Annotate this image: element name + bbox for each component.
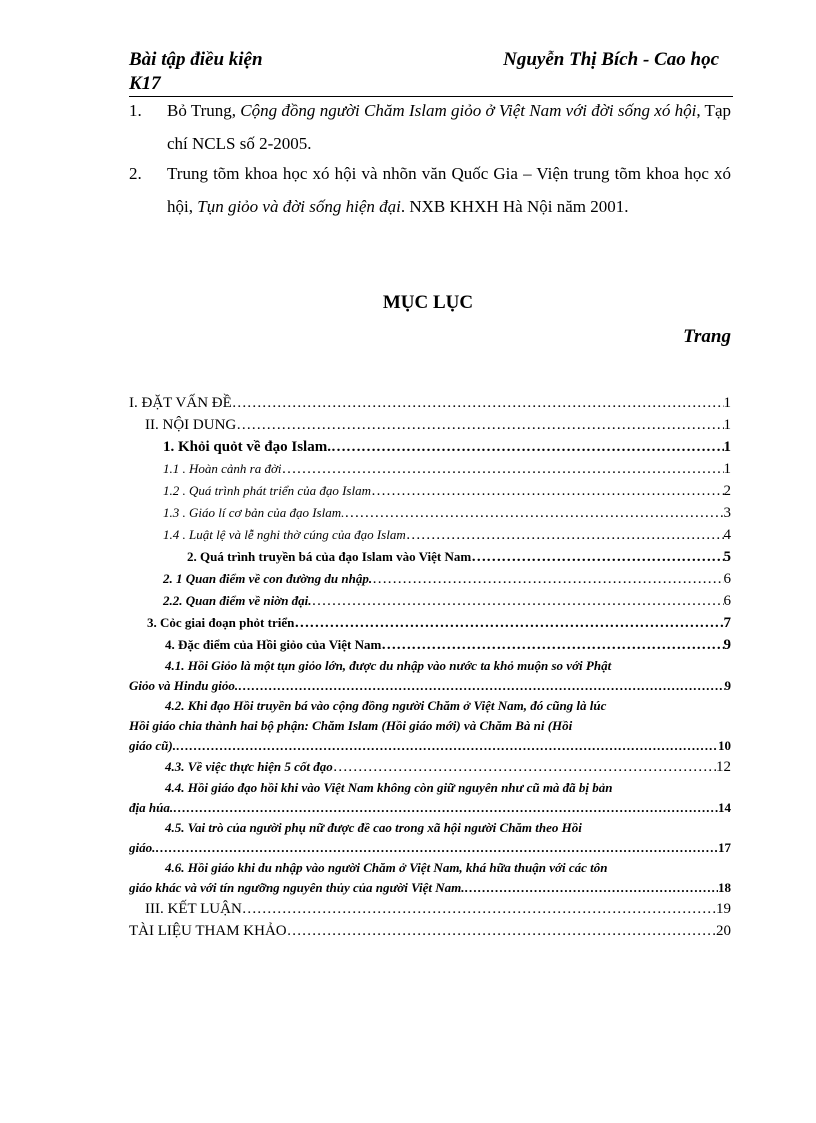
toc-leader [294, 612, 723, 634]
toc-leader [471, 546, 723, 568]
toc-title: MỤC LỤC [382, 292, 474, 313]
toc-leader [236, 414, 723, 436]
toc-entry-page: 1 [723, 461, 731, 477]
toc-entry-label: 4. Đặc điểm của Hồi giỏo của Việt Nam [165, 637, 382, 652]
header-course-cont: K17 [129, 73, 161, 94]
toc-entry-label: 1.4 . Luật lệ và lễ nghi thờ cúng của đạo Islam [163, 527, 406, 542]
toc-leader [406, 524, 724, 546]
toc-entry-page: 18 [718, 880, 731, 895]
toc-entry-page: 1 [723, 395, 731, 411]
header-author: Nguyễn Thị Bích - Cao học [503, 49, 719, 70]
toc-entry-label-cont: giáo. [129, 840, 156, 855]
reference-rest: . NXB KHXH Hà Nội năm 2001. [400, 197, 629, 216]
toc-entry[interactable] [129, 414, 731, 436]
toc-entry-label-cont: địa húa. [129, 800, 174, 815]
toc-entry-label: 4.2. Khi đạo Hồi truyền bá vào cộng đồng người Chăm ở Việt Nam, đó cũng là lúc [165, 698, 607, 713]
toc-entry[interactable] [129, 590, 731, 612]
toc-entry-page: 14 [718, 800, 731, 815]
toc-entry[interactable] [129, 920, 731, 942]
toc-entry[interactable] [129, 612, 731, 634]
reference-author: Trung tõm khoa học xó hội và nhõn văn Quốc Gia – Viện trung tõm khoa học xó hội, [167, 164, 731, 216]
reference-title: Tụn giỏo và đời sống hiện đại [197, 197, 401, 216]
toc-entry-label-cont: giáo cũ). [129, 738, 176, 753]
reference-number: 1. [129, 101, 142, 120]
toc-entry-page: 10 [718, 738, 731, 753]
toc-entry-page: 20 [716, 923, 731, 939]
toc-entry[interactable] [129, 696, 731, 756]
toc-entry-page: 3 [723, 505, 731, 521]
toc-entry-page: 4 [723, 527, 731, 543]
toc-entry[interactable] [129, 778, 731, 818]
toc-leader [333, 756, 716, 778]
toc-entry-label: 1. Khỏi quỏt về đạo Islam. [163, 439, 331, 455]
toc-entry[interactable] [129, 524, 731, 546]
toc-entry-label: 1.2 . Quá trình phát triển của đạo Islam [163, 483, 371, 498]
toc-entry-page: 7 [723, 615, 731, 631]
toc-entry-label-cont: Giỏo và Hindu giỏo. [129, 678, 239, 693]
toc-leader [173, 798, 718, 818]
toc-leader [381, 634, 723, 656]
toc-entry[interactable] [129, 858, 731, 898]
toc-entry-label: 4.4. Hồi giáo đạo hồi khi vào Việt Nam không còn giữ nguyên như cũ mà đã bị bản [165, 780, 613, 795]
toc-entry-page: 2 [723, 483, 731, 499]
toc-leader [176, 736, 718, 756]
toc-entry[interactable] [129, 818, 731, 858]
toc-entry-page: 9 [723, 637, 731, 653]
toc-entry-label: 2. Quá trình truyền bá của đạo Islam vào Việt Nam [187, 549, 472, 564]
toc-leader [287, 920, 716, 942]
toc-entry[interactable] [129, 436, 731, 458]
toc-entry-page: 6 [723, 593, 731, 609]
toc-leader [331, 436, 724, 458]
toc-leader [282, 458, 724, 480]
toc-entry[interactable] [129, 656, 731, 696]
header-course: Bài tập điều kiện [129, 49, 263, 70]
toc-entry[interactable] [129, 634, 731, 656]
toc-entry-page: 9 [724, 678, 731, 693]
toc-entry[interactable] [129, 392, 731, 414]
toc-entry-label: TÀI LIỆU THAM KHẢO [129, 923, 287, 939]
toc-entry-page: 12 [716, 759, 731, 775]
toc-entry-label: 1.1 . Hoàn cảnh ra đời [163, 461, 282, 476]
toc-entry-page: 1 [723, 439, 731, 455]
toc-entry-label-cont: Hồi giáo chia thành hai bộ phận: Chăm Islam (Hồi giáo mới) và Chăm Bà ni (Hồi [129, 718, 573, 733]
toc-entry-label: 2.2. Quan điểm về niờn đại. [163, 593, 312, 608]
toc-entry-page: 17 [718, 840, 731, 855]
toc-entry-page: 1 [723, 417, 731, 433]
toc-entry[interactable] [129, 458, 731, 480]
toc-entry-page: 19 [716, 901, 731, 917]
toc-leader [312, 590, 724, 612]
toc-entry[interactable] [129, 502, 731, 524]
toc-leader [238, 676, 724, 696]
toc-entry-label: 4.5. Vai trò của người phụ nữ được đề cao trong xã hội người Chăm theo Hồi [165, 820, 582, 835]
toc-leader [155, 838, 718, 858]
toc-entry[interactable] [129, 568, 731, 590]
toc-entry-label-cont: giáo khác và với tín ngưỡng nguyên thủy của người Việt Nam. [129, 880, 465, 895]
toc-entry-label: 1.3 . Giáo lí cơ bản của đạo Islam. [163, 505, 345, 520]
toc-entry-label: II. NỘI DUNG [145, 417, 237, 433]
toc-entry-label: 4.6. Hồi giáo khi du nhập vào người Chăm ở Việt Nam, khá hữa thuận với các tôn [165, 860, 608, 875]
toc-entry-label: 4.1. Hồi Giỏo là một tụn giỏo lớn, được du nhập vào nước ta khỏ muộn so với Phật [165, 658, 612, 673]
reference-author: Bỏ Trung, [167, 101, 241, 120]
reference-text [167, 94, 731, 160]
toc-page-label: Trang [683, 326, 731, 347]
toc-leader [465, 878, 718, 898]
toc-leader [372, 568, 723, 590]
toc-entry-label: 2. 1 Quan điểm về con đường du nhập. [163, 571, 373, 586]
toc-entry[interactable] [129, 480, 731, 502]
toc-entry-label: I. ĐẶT VẤN ĐỀ [129, 395, 232, 411]
table-of-contents [129, 392, 731, 942]
toc-entry[interactable] [129, 898, 731, 920]
toc-entry-label: 3. Cỏc giai đoạn phỏt triển [147, 615, 295, 630]
toc-leader [371, 480, 724, 502]
toc-leader [344, 502, 723, 524]
toc-entry[interactable] [129, 756, 731, 778]
toc-entry-page: 5 [723, 549, 731, 565]
reference-rest: , Tạp chí NCLS số 2-2005. [167, 101, 731, 153]
toc-entry[interactable] [129, 546, 731, 568]
reference-title: Cộng đồng người Chăm Islam giỏo ở Việt Nam với đời sống xó hội [240, 101, 697, 120]
toc-entry-label: 4.3. Về việc thực hiện 5 cốt đạo [165, 759, 333, 774]
toc-entry-page: 6 [723, 571, 731, 587]
toc-leader [242, 898, 716, 920]
toc-entry-label: III. KẾT LUẬN [145, 901, 242, 917]
reference-number: 2. [129, 164, 142, 183]
reference-item [129, 94, 731, 160]
toc-leader [232, 392, 724, 414]
reference-text [167, 157, 731, 223]
reference-item [129, 157, 731, 223]
